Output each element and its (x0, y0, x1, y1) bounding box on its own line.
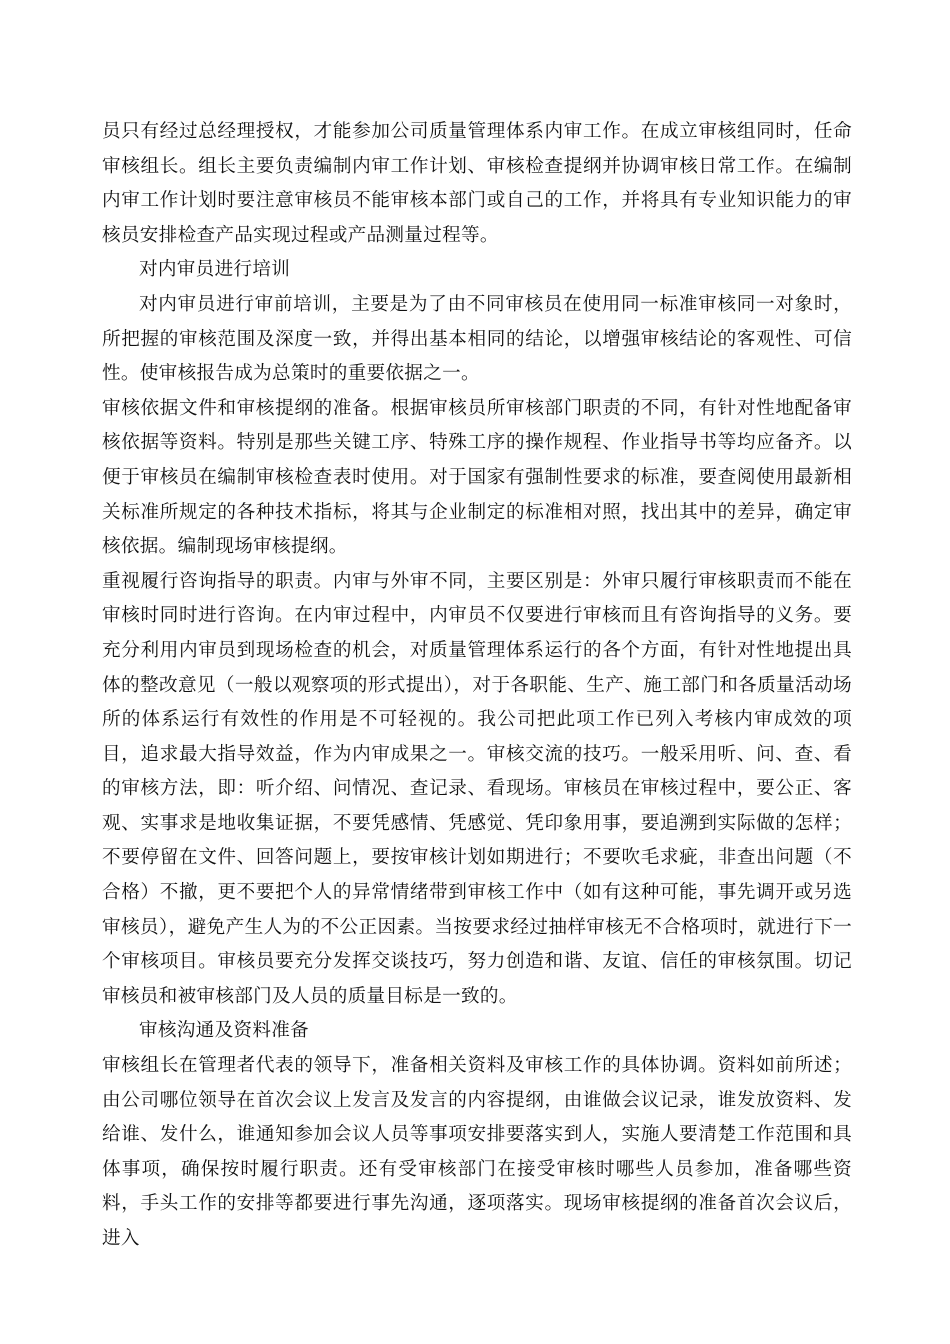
paragraph-audit-documents-preparation: 审核依据文件和审核提纲的准备。根据审核员所审核部门职责的不同，有针对性地配备审核依据等资料。特别是那些关键工序、特殊工序的操作规程、作业指导书等均应备齐。以便于审核员在编制审核检查表时使用。对于国家有强制性要求的标准，要查阅使用最新相关标准所规定的各种技术指标，将其与企业制定的标准相对照，找出其中的差异，确定审核依据。编制现场审核提纲。 (102, 397, 852, 558)
paragraph-auditor-authorization: 员只有经过总经理授权，才能参加公司质量管理体系内审工作。在成立审核组同时，任命审核组长。组长主要负责编制内审工作计划、审核检查提纲并协调审核日常工作。在编制内审工作计划时要注意审核员不能审核本部门或自己的工作，并将具有专业知识能力的审核员安排检查产品实现过程或产品测量过程等。 (102, 121, 852, 246)
section-heading-auditor-training: 对内审员进行培训 (139, 259, 291, 281)
paragraph-consulting-guidance: 重视履行咨询指导的职责。内审与外审不同，主要区别是：外审只履行审核职责而不能在审核时同时进行咨询。在内审过程中，内审员不仅要进行审核而且有咨询指导的义务。要充分利用内审员到现场检查的机会，对质量管理体系运行的各个方面，有针对性地提出具体的整改意见（一般以观察项的形式提出），对于各职能、生产、施工部门和各质量活动场所的体系运行有效性的作用是不可轻视的。我公司把此项工作已列入考核内审成效的项目，追求最大指导效益，作为内审成果之一。审核交流的技巧。一般采用听、问、查、看的审核方法，即：听介绍、问情况、查记录、看现场。审核员在审核过程中，要公正、客观、实事求是地收集证据，不要凭感情、凭感觉、凭印象用事，要追溯到实际做的怎样；不要停留在文件、回答问题上，要按审核计划如期进行；不要吹毛求疵，非查出问题（不合格）不撤，更不要把个人的异常情绪带到审核工作中（如有这种可能，事先调开或另选审核员），避免产生人为的不公正因素。当按要求经过抽样审核无不合格项时，就进行下一个审核项目。审核员要充分发挥交谈技巧，努力创造和谐、友谊、信任的审核氛围。切记审核员和被审核部门及人员的质量目标是一致的。 (102, 570, 852, 1007)
paragraph-team-leader-coordination: 审核组长在管理者代表的领导下，准备相关资料及审核工作的具体协调。资料如前所述；由公司哪位领导在首次会议上发言及发言的内容提纲，由谁做会议记录，谁发放资料、发给谁、发什么，谁通知参加会议人员等事项安排要落实到人，实施人要清楚工作范围和具体事项，确保按时履行职责。还有受审核部门在接受审核时哪些人员参加，准备哪些资料，手头工作的安排等都要进行事先沟通，逐项落实。现场审核提纲的准备首次会议后，进入 (102, 1055, 852, 1249)
document-page (102, 115, 852, 1257)
paragraph-pre-audit-training: 对内审员进行审前培训，主要是为了由不同审核员在使用同一标准审核同一对象时，所把握的审核范围及深度一致，并得出基本相同的结论，以增强审核结论的客观性、可信性。使审核报告成为总策时的重要依据之一。 (102, 293, 852, 385)
section-heading-audit-communication: 审核沟通及资料准备 (139, 1020, 310, 1042)
